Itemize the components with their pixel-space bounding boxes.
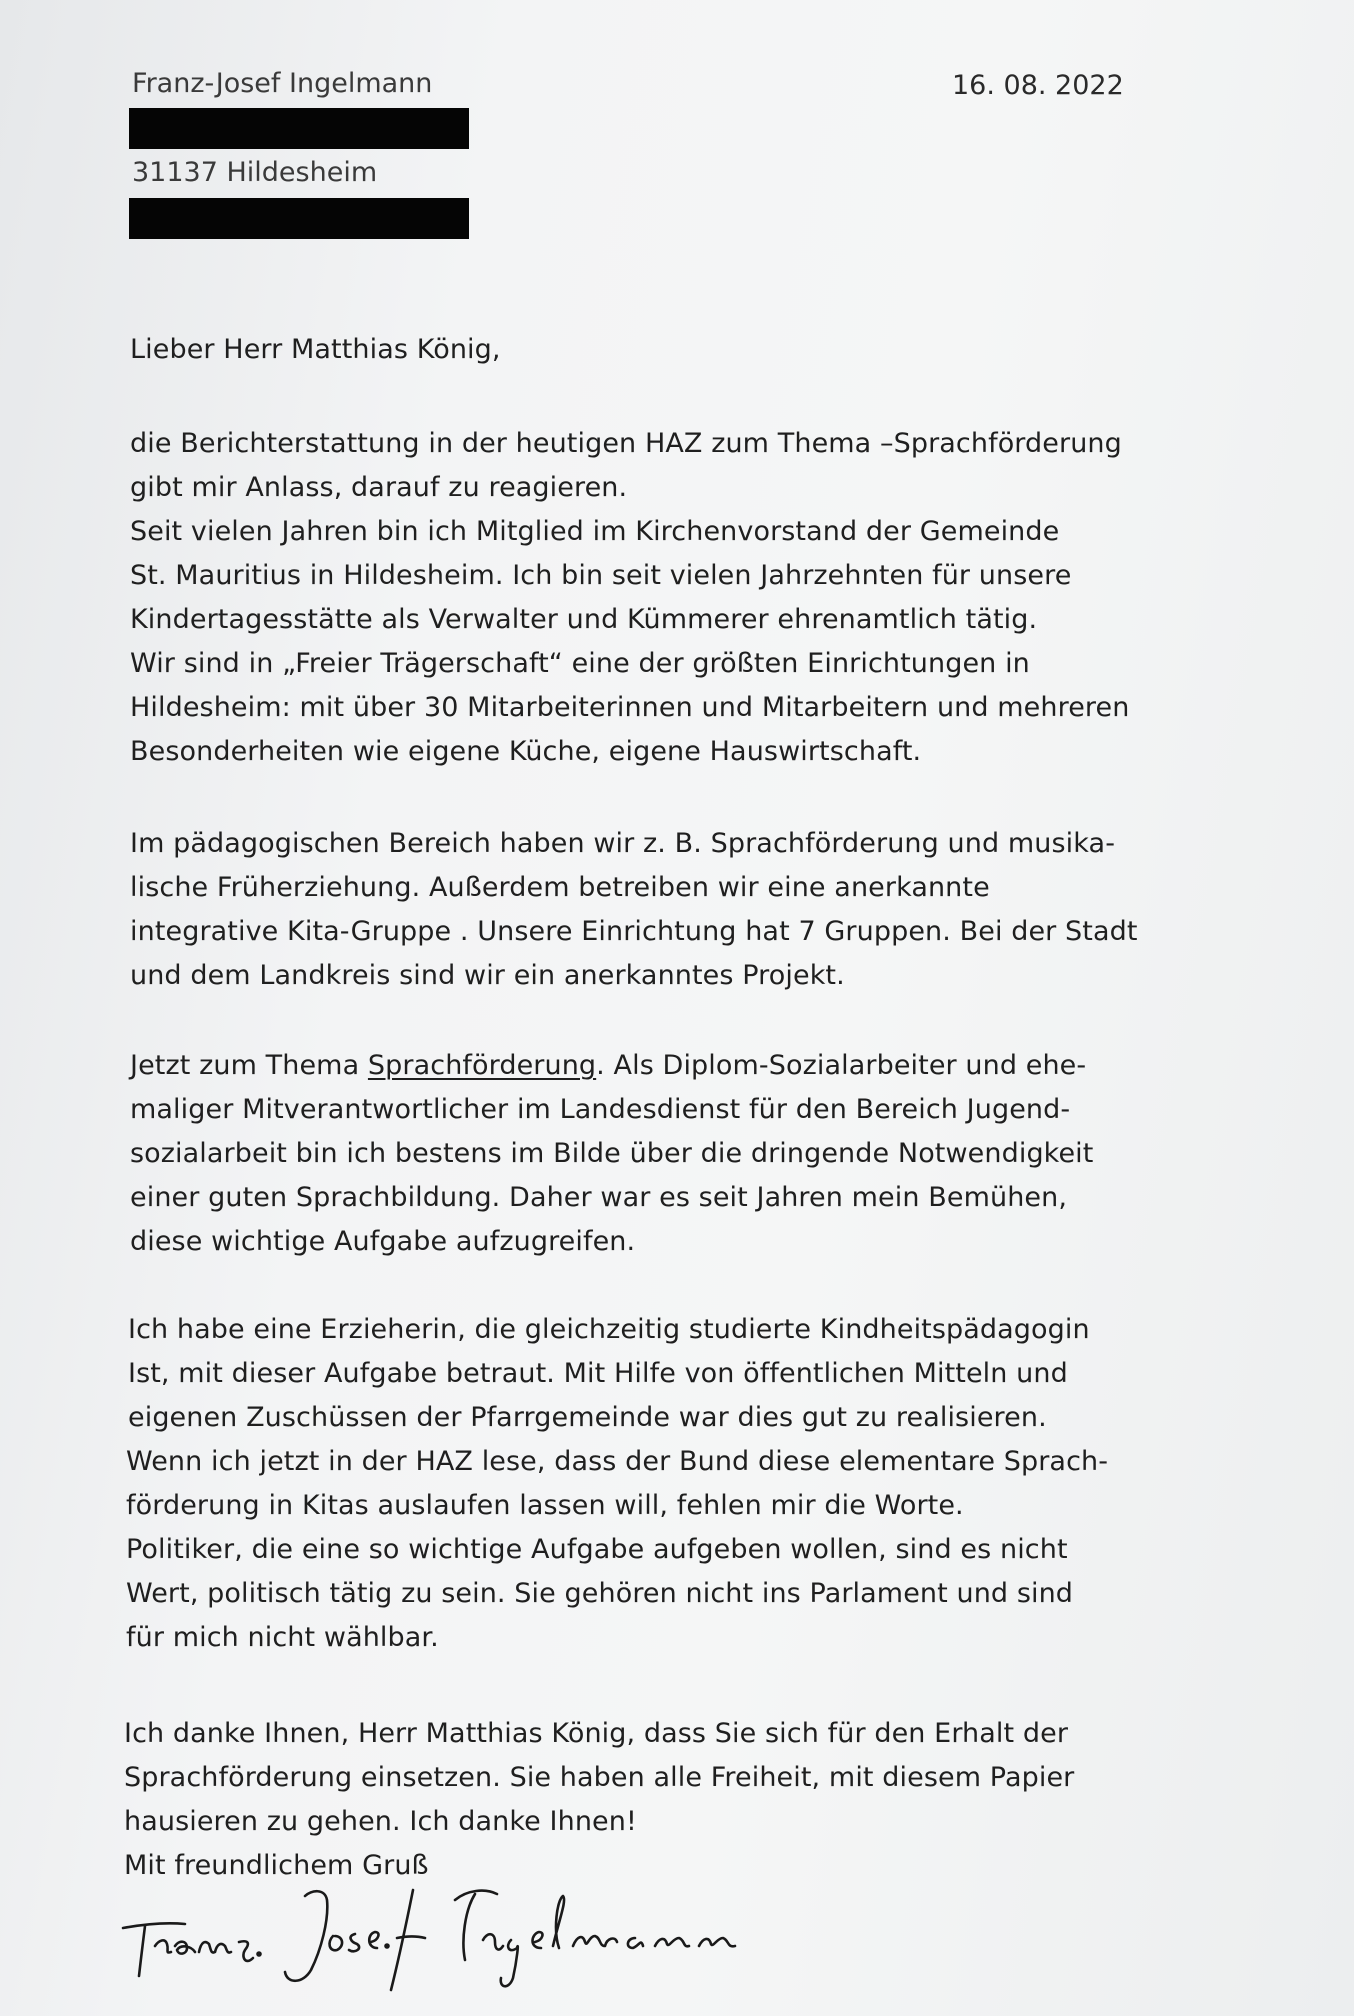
paragraph-1-line-6: Wir sind in „Freier Trägerschaft“ eine der größten Einrichtungen in [130,648,1030,679]
paragraph-1-line-8: Besonderheiten wie eigene Küche, eigene Hauswirtschaft. [130,736,922,767]
paragraph-3-line-5: diese wichtige Aufgabe aufzugreifen. [130,1226,636,1257]
handwritten-signature [115,1880,875,2000]
redacted-contact-bar [129,198,469,239]
paragraph-4-line-6: Politiker, die eine so wichtige Aufgabe aufgeben wollen, sind es nicht [126,1534,1068,1565]
paragraph-5-line-1: Ich danke Ihnen, Herr Matthias König, dass Sie sich für den Erhalt der [124,1718,1069,1749]
paragraph-1-line-3: Seit vielen Jahren bin ich Mitglied im Kirchenvorstand der Gemeinde [130,516,1060,547]
paragraph-2-line-3: integrative Kita-Gruppe . Unsere Einrichtung hat 7 Gruppen. Bei der Stadt [130,916,1138,947]
sender-city: 31137 Hildesheim [132,157,378,188]
letter-date: 16. 08. 2022 [952,70,1124,101]
paragraph-4-line-8: für mich nicht wählbar. [126,1622,439,1653]
paragraph-5-line-2: Sprachförderung einsetzen. Sie haben alle Freiheit, mit diesem Papier [124,1762,1075,1793]
paragraph-2-line-4: und dem Landkreis sind wir ein anerkanntes Projekt. [130,960,845,991]
topic-underlined: Sprachförderung [367,1050,597,1081]
paragraph-3-line-3: sozialarbeit bin ich bestens im Bilde über die dringende Notwendigkeit [130,1138,1094,1169]
paragraph-4-line-1: Ich habe eine Erzieherin, die gleichzeitig studierte Kindheitspädagogin [128,1314,1090,1345]
redacted-street-bar [129,108,469,149]
closing: Mit freundlichem Gruß [124,1850,429,1881]
paragraph-3-line-1 [130,1050,1086,1081]
topic-rest: . Als Diplom-Sozialarbeiter und ehe- [596,1050,1087,1081]
salutation: Lieber Herr Matthias König, [130,334,501,365]
paragraph-2-line-1: Im pädagogischen Bereich haben wir z. B. Sprachförderung und musika- [130,828,1116,859]
paragraph-2-line-2: lische Früherziehung. Außerdem betreiben wir eine anerkannte [130,872,990,903]
paragraph-3-line-2: maliger Mitverantwortlicher im Landesdienst für den Bereich Jugend- [130,1094,1071,1125]
paragraph-4-line-4: Wenn ich jetzt in der HAZ lese, dass der Bund diese elementare Sprach- [126,1446,1109,1477]
paragraph-1-line-7: Hildesheim: mit über 30 Mitarbeiterinnen und Mitarbeitern und mehreren [130,692,1130,723]
paragraph-1-line-4: St. Mauritius in Hildesheim. Ich bin seit vielen Jahrzehnten für unsere [130,560,1072,591]
paragraph-4-line-5: förderung in Kitas auslaufen lassen will, fehlen mir die Worte. [126,1490,964,1521]
paragraph-4-line-7: Wert, politisch tätig zu sein. Sie gehören nicht ins Parlament und sind [126,1578,1074,1609]
paragraph-1-line-2: gibt mir Anlass, darauf zu reagieren. [130,472,628,503]
paragraph-4-line-2: Ist, mit dieser Aufgabe betraut. Mit Hilfe von öffentlichen Mitteln und [128,1358,1068,1389]
paragraph-1-line-1: die Berichterstattung in der heutigen HAZ zum Thema –Sprachförderung [130,428,1122,459]
paragraph-4-line-3: eigenen Zuschüssen der Pfarrgemeinde war dies gut zu realisieren. [128,1402,1047,1433]
sender-name: Franz-Josef Ingelmann [132,68,433,99]
paragraph-3-line-4: einer guten Sprachbildung. Daher war es seit Jahren mein Bemühen, [130,1182,1068,1213]
topic-lead: Jetzt zum Thema [130,1050,368,1081]
paragraph-1-line-5: Kindertagesstätte als Verwalter und Kümmerer ehrenamtlich tätig. [130,604,1038,635]
paragraph-5-line-3: hausieren zu gehen. Ich danke Ihnen! [124,1806,637,1837]
